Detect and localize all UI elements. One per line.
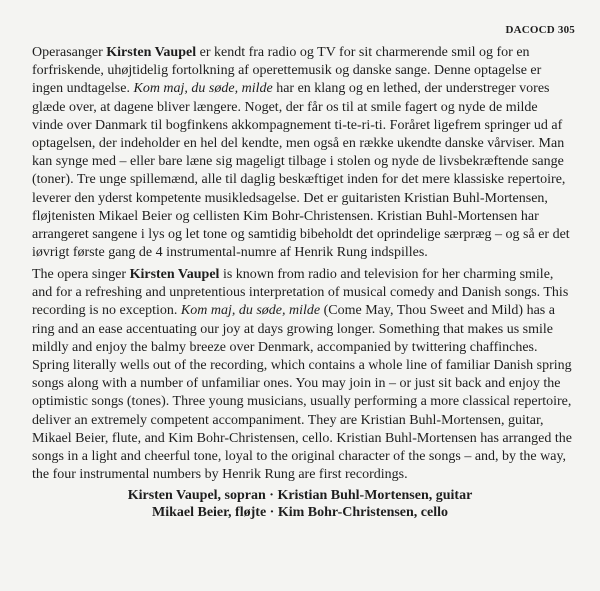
english-song-title: Kom maj, du søde, milde [180, 303, 321, 319]
performer-credits [0, 487, 600, 521]
credits-line-1: Kirsten Vaupel, sopran · Kristian Buhl-Mortensen, guitar [127, 488, 473, 503]
danish-singer-name: Kirsten Vaupel [106, 45, 197, 60]
catalog-number: DACOCD 305 [505, 24, 575, 36]
english-text-body-2: (Come May, Thou Sweet and Mild) has a ring and an ease accentuating our joy at days growing longer. Something that makes us smile mildly and enjoy the balmy breeze over Denmark, accompanied by twittering chaffinches. Spring literally wells out of the recording, which contains a whole line of familiar Danish spring songs along with a number of unfamiliar ones. You may join in – or just sit back and enjoy the optimistic songs (tones). Three young musicians, usually performing a more classical repertoire, deliver an extremely competent accompaniment. They are Kristian Buhl-Mortensen, guitar, Mikael Beier, flute, and Kim Bohr-Christensen, cello. Kristian Buhl-Mortensen has arranged the songs in a light and cheerful tone, loyal to the original character of the songs – and, by the way, the four instrumental numbers by Henrik Rung are first recordings. [32, 303, 572, 483]
credits-line-2: Mikael Beier, fløjte · Kim Bohr-Christensen, cello [151, 505, 449, 520]
danish-paragraph [32, 44, 572, 262]
english-singer-name: Kirsten Vaupel [129, 267, 220, 282]
danish-text-intro: Operasanger [32, 45, 107, 60]
english-text-body-1: is known from radio and television for her charming smile, and for a refreshing and unpretentious interpretation of musical comedy and Danish songs. This recording is no exception. [32, 267, 569, 319]
danish-song-title: Kom maj, du søde, milde [133, 81, 273, 97]
english-paragraph [32, 266, 572, 484]
english-text-intro: The opera singer [32, 267, 130, 282]
danish-text-body-1: er kendt fra radio og TV for sit charmerende smil og for en forfriskende, uhøjtidelig fortolkning af operettemusik og danske sange. Denne optagelse er ingen undtagelse. [32, 45, 542, 97]
danish-text-body-2: har en klang og en lethed, der understreger vores glæde over, at dagene bliver længere. Noget, der får os til at smile fagert og nyde de milde vinde over Danmark til bogfinkens akkompagnement ti-te-ri-ti. Foråret ligefrem springer ud af optagelsen, der indeholder en hel del kendte, men også en række ukendte danske vårviser. Man kan synge med – eller bare læne sig mageligt tilbage i stolen og nyde de livsbekræftende sange (toner). Tre unge spillemænd, alle til daglig beskæftiget inden for det mere klassiske repertoire, leverer den yderst kompetente musikledsagelse. Det er guitaristen Kristian Buhl-Mortensen, fløjtenisten Mikael Beier og cellisten Kim Bohr-Christensen. Kristian Buhl-Mortensen har arrangeret sangene i lys og let tone og samtidig bibeholdt det oprindelige særpræg – og så er det iøvrigt første gang de 4 instrumental-numre af Henrik Rung indspilles. [32, 81, 570, 261]
